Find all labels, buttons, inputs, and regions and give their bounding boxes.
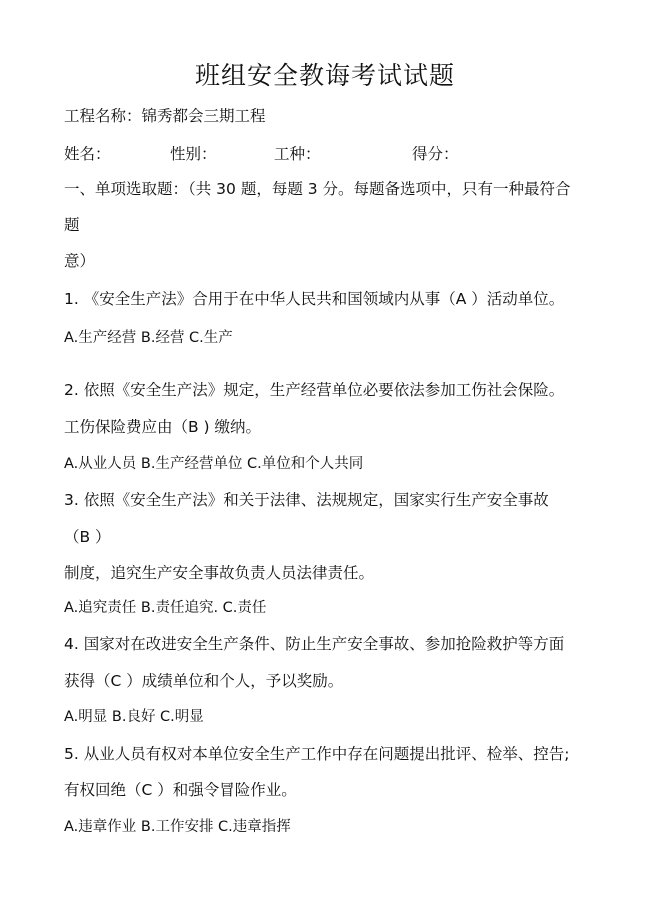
- gender-field-label: 性别：: [170, 145, 217, 163]
- student-info-row: [64, 143, 624, 165]
- question-3-text-line2: （B ）: [64, 528, 111, 546]
- section-heading-line3: 意）: [64, 252, 96, 270]
- question-4-text-line1: 4. 国家对在改进安全生产条件、防止生产安全事故、参加抢险救护等方面: [64, 635, 565, 653]
- question-3-options: A.追究责任 B.责任追究. C.责任: [64, 600, 267, 616]
- question-4-options: A.明显 B.良好 C.明显: [64, 709, 204, 725]
- question-1-options: A.生产经营 B.经营 C.生产: [64, 330, 233, 346]
- question-1-text: 1. 《安全生产法》合用于在中华人民共和国领域内从事（A ）活动单位。: [64, 290, 565, 308]
- question-3-text-line3: 制度，追究生产安全事故负责人员法律责任。: [64, 564, 375, 582]
- question-3-text-line1: 3. 依照《安全生产法》和关于法律、法规规定，国家实行生产安全事故: [64, 491, 549, 509]
- score-field-label: 得分：: [412, 145, 459, 163]
- question-5-text-line2: 有权回绝（C ）和强令冒险作业。: [64, 781, 297, 799]
- trade-field-label: 工种：: [274, 145, 321, 163]
- project-name-line: 工程名称：锦秀都会三期工程: [64, 107, 266, 125]
- name-field-label: 姓名：: [64, 145, 111, 163]
- section-heading-line2: 题: [64, 216, 80, 234]
- exam-title: 班组安全教诲考试试题: [194, 61, 455, 90]
- question-2-text-line1: 2. 依照《安全生产法》规定，生产经营单位必要依法参加工伤社会保险。: [64, 381, 565, 399]
- question-5-text-line1: 5. 从业人员有权对本单位安全生产工作中存在问题提出批评、检举、控告;: [64, 745, 570, 763]
- section-heading-line1: 一、单项选取题：（共 30 题，每题 3 分。每题备选项中，只有一种最符合: [64, 180, 571, 198]
- question-4-text-line2: 获得（C ）成绩单位和个人，予以奖励。: [64, 672, 344, 690]
- question-2-text-line2: 工伤保险费应由（B ) 缴纳。: [64, 418, 262, 436]
- question-5-options: A.违章作业 B.工作安排 C.违章指挥: [64, 819, 291, 835]
- question-2-options: A.从业人员 B.生产经营单位 C.单位和个人共同: [64, 456, 364, 472]
